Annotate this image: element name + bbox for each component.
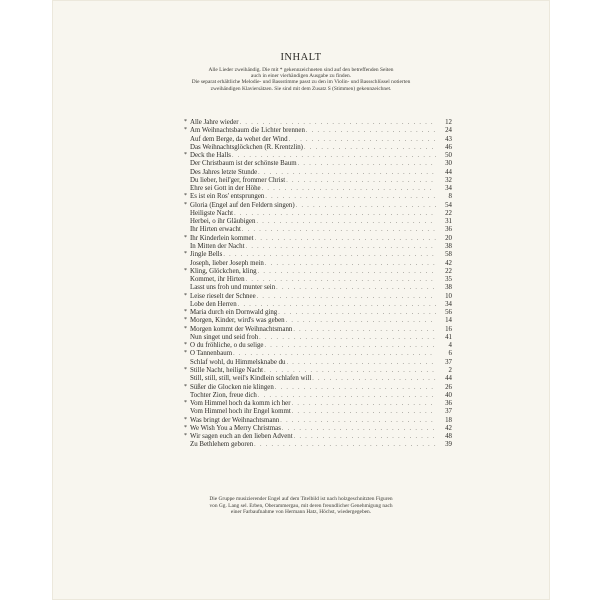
toc-entry-title: Des Jahres letzte Stunde <box>190 168 258 176</box>
four-hand-marker: * <box>184 416 187 423</box>
toc-entry-page: 39 <box>445 441 452 449</box>
four-hand-marker: * <box>184 267 187 274</box>
four-hand-marker: * <box>184 342 187 349</box>
toc-entry <box>184 317 452 325</box>
toc-entry <box>184 234 452 243</box>
toc-entry <box>190 243 452 251</box>
four-hand-marker: * <box>184 251 187 258</box>
dot-leader <box>223 251 436 259</box>
toc-entry-page: 8 <box>448 193 452 201</box>
toc-entry <box>184 342 452 350</box>
toc-entry <box>184 251 452 259</box>
toc-entry-page: 36 <box>445 226 452 234</box>
toc-entry-title: Lasst uns froh und munter sein <box>190 284 276 292</box>
toc-entry <box>184 267 452 276</box>
toc-entry <box>190 359 452 367</box>
dot-leader <box>254 441 436 449</box>
toc-entry-page: 42 <box>445 259 452 267</box>
intro-line: auch in einer vierhändigen Ausgabe zu finden. <box>250 73 352 80</box>
dot-leader <box>256 218 436 226</box>
table-of-contents <box>184 119 452 450</box>
toc-entry-title: Morgen, Kinder, wird's was geben <box>190 317 285 325</box>
toc-entry-page: 22 <box>445 267 452 275</box>
dot-leader <box>280 417 436 425</box>
toc-entry-page: 24 <box>445 127 452 135</box>
toc-entry <box>190 160 452 168</box>
footer-line: von Gg. Lang sel. Erben, Oberammergau, mit deren freundlicher Genehmigung nach <box>209 502 393 509</box>
toc-entry-page: 12 <box>445 119 452 126</box>
four-hand-marker: * <box>184 234 187 241</box>
toc-entry-title: Gloria (Engel auf den Feldern singen) <box>190 201 295 209</box>
toc-entry-page: 34 <box>445 185 452 193</box>
toc-entry-title: Wir sagen euch an den lieben Advent <box>190 433 293 441</box>
toc-entry-title: Alle Jahre wieder <box>190 119 239 126</box>
toc-entry-page: 44 <box>445 168 452 176</box>
toc-entry-title: Stille Nacht, heilige Nacht <box>190 366 264 374</box>
toc-entry-title: Der Christbaum ist der schönste Baum <box>190 160 297 168</box>
toc-entry <box>190 301 452 309</box>
dot-leader <box>238 301 436 309</box>
toc-entry-page: 31 <box>445 218 452 226</box>
dot-leader <box>242 226 436 234</box>
toc-entry <box>190 408 452 416</box>
dot-leader <box>296 202 436 210</box>
four-hand-marker: * <box>184 193 187 200</box>
toc-entry-title: Am Weihnachtsbaum die Lichter brennen <box>190 127 305 135</box>
toc-entry-title: Du lieber, heil'ger, frommer Christ <box>190 176 286 184</box>
dot-leader <box>264 342 436 350</box>
toc-entry-title: Zu Bethlehem geboren <box>190 441 254 449</box>
intro-note <box>112 67 490 92</box>
four-hand-marker: * <box>184 292 187 299</box>
toc-entry-title: Schlaf wohl, du Himmelsknabe du <box>190 358 286 366</box>
toc-entry-page: 46 <box>445 143 452 151</box>
toc-entry-title: Maria durch ein Dornwald ging <box>190 309 278 317</box>
toc-entry <box>190 218 452 226</box>
toc-entry-title: Kommet, ihr Hirten <box>190 276 245 284</box>
toc-entry <box>184 433 452 441</box>
toc-entry-title: Ihr Kinderlein kommet <box>190 234 254 242</box>
toc-entry-title: We Wish You a Merry Christmas <box>190 424 281 432</box>
dot-leader <box>294 433 436 441</box>
dot-leader <box>287 359 437 367</box>
toc-entry <box>184 152 452 160</box>
toc-entry <box>190 210 452 218</box>
toc-entry <box>184 292 452 301</box>
toc-entry <box>190 284 452 292</box>
toc-entry-page: 30 <box>445 160 452 168</box>
toc-entry-page: 18 <box>445 416 452 424</box>
four-hand-marker: * <box>184 383 187 390</box>
toc-entry-title: Nun singet und seid froh <box>190 333 259 341</box>
toc-entry-page: 4 <box>448 342 452 350</box>
toc-entry <box>184 119 452 127</box>
toc-entry-page: 37 <box>445 358 452 366</box>
toc-entry-page: 38 <box>445 242 452 250</box>
dot-leader <box>306 127 436 135</box>
toc-entry-title: Das Weihnachtsglöckchen (R. Krentzlin) <box>190 143 303 151</box>
four-hand-marker: * <box>184 317 187 324</box>
toc-entry-page: 38 <box>445 284 452 292</box>
four-hand-marker: * <box>184 350 187 357</box>
toc-entry <box>190 185 452 193</box>
toc-entry-title: Deck the Halls <box>190 152 231 160</box>
toc-entry <box>190 144 452 152</box>
toc-entry-title: Vom Himmel hoch da komm ich her <box>190 400 291 408</box>
toc-entry <box>184 309 452 317</box>
toc-entry <box>184 193 452 201</box>
toc-entry-page: 2 <box>448 366 452 374</box>
dot-leader <box>298 160 436 168</box>
toc-entry <box>184 127 452 135</box>
toc-entry-title: Ihr Hirten erwacht <box>190 226 241 234</box>
toc-entry-page: 58 <box>445 251 452 259</box>
toc-entry-page: 35 <box>445 276 452 284</box>
dot-leader <box>264 367 436 375</box>
toc-entry-title: Joseph, lieber Joseph mein <box>190 259 264 267</box>
toc-entry <box>184 424 452 433</box>
book-page <box>52 0 550 600</box>
dot-leader <box>233 350 436 358</box>
dot-leader <box>262 185 436 193</box>
toc-entry-title: Still, still, still, weil's Kindlein schlafen will <box>190 375 312 383</box>
toc-entry <box>184 350 452 358</box>
dot-leader <box>292 400 436 408</box>
dot-leader <box>232 152 436 160</box>
toc-entry-page: 10 <box>445 292 452 300</box>
four-hand-marker: * <box>184 366 187 373</box>
dot-leader <box>275 384 436 392</box>
toc-entry-page: 22 <box>445 209 452 217</box>
toc-entry-title: Lobe den Herren <box>190 300 237 308</box>
footer-line: Die Gruppe musizierender Engel auf dem Titelbild ist nach holzgeschnitzten Figuren <box>209 496 393 502</box>
toc-entry-page: 43 <box>445 135 452 143</box>
toc-entry <box>184 201 452 210</box>
toc-entry <box>184 383 452 392</box>
dot-leader <box>286 317 436 325</box>
toc-entry <box>184 400 452 408</box>
dot-leader <box>282 425 436 433</box>
intro-line: zweihändigen Klaviersätzen. Sie sind mit dem Zusatz S (Stimmen) gekennzeichnet. <box>210 85 392 92</box>
toc-entry <box>190 260 452 268</box>
footer-note <box>112 496 490 516</box>
dot-leader <box>292 408 436 416</box>
toc-entry <box>190 276 452 284</box>
dot-leader <box>312 375 436 383</box>
toc-entry-page: 40 <box>445 391 452 399</box>
toc-entry <box>190 177 452 185</box>
four-hand-marker: * <box>184 433 187 440</box>
toc-entry-title: Tochter Zion, freue dich <box>190 391 257 399</box>
toc-entry <box>184 416 452 425</box>
dot-leader <box>255 235 436 243</box>
toc-entry-page: 20 <box>445 234 452 242</box>
toc-entry-page: 48 <box>445 433 452 441</box>
four-hand-marker: * <box>184 119 187 125</box>
dot-leader <box>304 144 436 152</box>
dot-leader <box>286 177 436 185</box>
dot-leader <box>258 392 436 400</box>
dot-leader <box>289 136 436 144</box>
toc-entry <box>190 226 452 234</box>
dot-leader <box>257 293 436 301</box>
dot-leader <box>265 260 436 268</box>
dot-leader <box>258 268 436 276</box>
toc-entry-page: 44 <box>445 375 452 383</box>
toc-entry-page: 41 <box>445 333 452 341</box>
intro-line: Alle Lieder zweihändig. Die mit * gekennzeichneten sind auf den betreffenden Seiten <box>208 67 394 73</box>
toc-entry-title: Morgen kommt der Weihnachtsmann <box>190 325 293 333</box>
dot-leader <box>246 276 436 284</box>
toc-entry-page: 26 <box>445 383 452 391</box>
toc-entry-page: 54 <box>445 201 452 209</box>
dot-leader <box>293 326 436 334</box>
intro-line: Die separat erhältliche Melodie- und Bassstimme passt zu den im Violin- und Bassschlüssel notierten <box>191 79 411 86</box>
toc-entry-title: O Tannenbaum <box>190 350 233 358</box>
dot-leader <box>240 119 436 127</box>
toc-entry <box>190 334 452 342</box>
toc-entry <box>184 325 452 334</box>
toc-entry <box>190 169 452 177</box>
toc-entry-title: Auf dem Berge, da wehet der Wind <box>190 135 288 143</box>
toc-entry-title: Was bringt der Weihnachtsmann <box>190 416 280 424</box>
dot-leader <box>276 284 436 292</box>
toc-entry-page: 14 <box>445 317 452 325</box>
dot-leader <box>259 334 436 342</box>
toc-entry-page: 50 <box>445 152 452 160</box>
page-title: INHALT <box>280 52 322 63</box>
toc-entry-page: 56 <box>445 309 452 317</box>
toc-entry-page: 42 <box>445 424 452 432</box>
toc-entry <box>190 441 452 449</box>
four-hand-marker: * <box>184 127 187 134</box>
four-hand-marker: * <box>184 400 187 407</box>
four-hand-marker: * <box>184 424 187 431</box>
toc-entry <box>190 136 452 144</box>
dot-leader <box>246 243 436 251</box>
toc-entry-page: 6 <box>448 350 452 358</box>
toc-entry-page: 36 <box>445 400 452 408</box>
toc-entry <box>184 366 452 375</box>
toc-entry <box>190 375 452 383</box>
four-hand-marker: * <box>184 325 187 332</box>
toc-entry-page: 34 <box>445 300 452 308</box>
toc-entry-title: O du fröhliche, o du selige <box>190 342 264 350</box>
toc-entry-title: Herbei, o ihr Gläubigen <box>190 218 256 226</box>
toc-entry-title: Vom Himmel hoch ihr Engel kommt <box>190 408 291 416</box>
toc-entry-page: 32 <box>445 176 452 184</box>
toc-entry-title: Heiligste Nacht <box>190 209 234 217</box>
toc-entry <box>190 392 452 400</box>
four-hand-marker: * <box>184 309 187 316</box>
toc-entry-title: Es ist ein Ros' entsprungen <box>190 193 265 201</box>
toc-entry-title: Ehre sei Gott in der Höhe <box>190 185 261 193</box>
toc-entry-title: Jingle Bells <box>190 251 223 259</box>
toc-entry-title: In Mitten der Nacht <box>190 242 245 250</box>
toc-entry-title: Kling, Glöckchen, kling <box>190 267 257 275</box>
dot-leader <box>258 169 436 177</box>
footer-line: einer Farbaufnahme von Hermann Hatz, Höchst, wiedergegeben. <box>230 509 372 516</box>
four-hand-marker: * <box>184 152 187 159</box>
dot-leader <box>265 193 436 201</box>
dot-leader <box>234 210 436 218</box>
dot-leader <box>278 309 436 317</box>
four-hand-marker: * <box>184 201 187 208</box>
toc-entry-page: 16 <box>445 325 452 333</box>
toc-entry-page: 37 <box>445 408 452 416</box>
toc-entry-title: Leise rieselt der Schnee <box>190 292 256 300</box>
toc-entry-title: Süßer die Glocken nie klingen <box>190 383 274 391</box>
